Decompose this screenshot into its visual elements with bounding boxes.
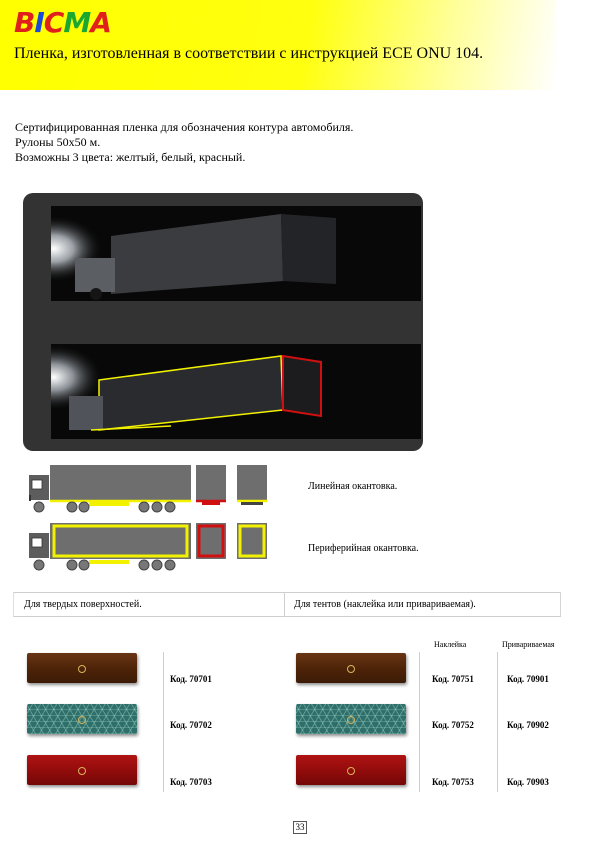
description-line: Возможны 3 цвета: желтый, белый, красный.	[15, 150, 246, 164]
product-code: Код. 70753	[432, 777, 474, 787]
weldable-column-header: Привариваемая	[502, 640, 555, 649]
divider	[497, 652, 498, 792]
truck-photo-unmarked	[51, 206, 421, 301]
tape-sample-white	[296, 704, 406, 734]
surface-type-header	[13, 592, 561, 617]
emblem-icon	[78, 716, 86, 724]
tape-sample-brown	[27, 653, 137, 683]
divider	[163, 652, 164, 792]
emblem-icon	[347, 716, 355, 724]
divider	[419, 652, 420, 792]
logo-letter: C	[43, 6, 64, 39]
logo-letter: M	[63, 6, 91, 39]
product-code: Код. 70703	[170, 777, 212, 787]
page-number: 33	[293, 821, 307, 834]
peripheral-contour-label: Периферийная окантовка.	[308, 543, 419, 554]
truck-photo-marked	[51, 344, 421, 439]
divider	[284, 593, 285, 617]
sticker-column-header: Наклейка	[434, 640, 467, 649]
bicma-logo	[14, 8, 111, 38]
logo-letter: A	[90, 6, 111, 39]
truck-diagram-linear	[24, 463, 296, 513]
product-description	[15, 120, 353, 165]
truck-photo-panel	[23, 193, 423, 451]
truck-diagram-peripheral	[24, 520, 296, 572]
emblem-icon	[78, 665, 86, 673]
emblem-icon	[347, 665, 355, 673]
tape-sample-white	[27, 704, 137, 734]
description-line: Рулоны 50x50 м.	[15, 135, 101, 149]
emblem-icon	[78, 767, 86, 775]
product-code: Код. 70701	[170, 674, 212, 684]
logo-letter: I	[34, 6, 44, 39]
product-code: Код. 70902	[507, 720, 549, 730]
logo-letter: B	[14, 6, 35, 39]
tape-sample-red	[27, 755, 137, 785]
tape-sample-red	[296, 755, 406, 785]
hard-surfaces-label: Для твердых поверхностей.	[24, 599, 142, 610]
tent-surfaces-label: Для тентов (наклейка или привариваемая).	[294, 599, 476, 610]
product-code: Код. 70702	[170, 720, 212, 730]
page-title: Пленка, изготовленная в соответствии с инструкцией ECE ONU 104.	[14, 45, 484, 62]
product-code: Код. 70752	[432, 720, 474, 730]
product-code: Код. 70901	[507, 674, 549, 684]
product-code: Код. 70903	[507, 777, 549, 787]
description-line: Сертифицированная пленка для обозначения контура автомобиля.	[15, 120, 354, 134]
product-code: Код. 70751	[432, 674, 474, 684]
linear-contour-label: Линейная окантовка.	[308, 481, 398, 492]
emblem-icon	[347, 767, 355, 775]
tape-sample-brown	[296, 653, 406, 683]
